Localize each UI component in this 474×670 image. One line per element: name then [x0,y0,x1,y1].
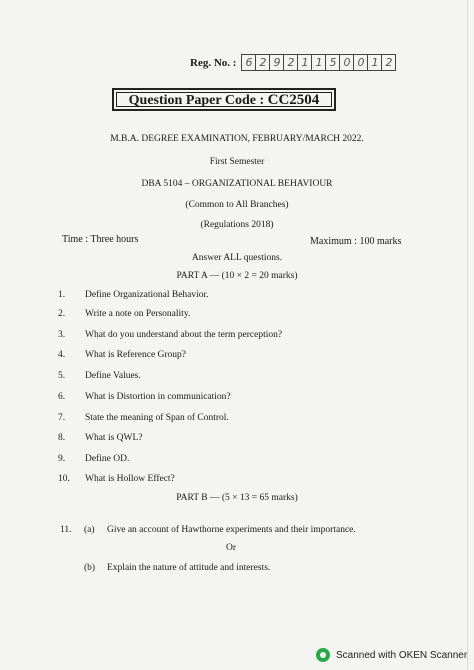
question-text: State the meaning of Span of Control. [85,413,229,423]
reg-digit-box: 1 [298,55,312,70]
instruction: Answer ALL questions. [191,253,283,263]
question-text: What is Hollow Effect? [85,474,175,484]
maximum-marks: Maximum : 100 marks [310,236,402,247]
reg-number [190,54,396,71]
question-number: 8. [58,433,66,443]
question-number: 4. [58,350,66,360]
scanner-text: Scanned with OKEN Scanner [336,649,468,661]
question-11b-text: Explain the nature of attitude and interests. [107,563,271,573]
time-allowed: Time : Three hours [62,234,139,245]
question-text: Write a note on Personality. [85,309,191,319]
exam-title: M.B.A. DEGREE EXAMINATION, FEBRUARY/MARCH 2022. [110,134,364,144]
question-text: What is Reference Group? [85,350,187,360]
reg-boxes [241,54,396,71]
question-number: 2. [58,309,66,319]
question-text: Define OD. [85,454,130,464]
question-text: Define Organizational Behavior. [85,290,209,300]
question-text: Define Values. [85,371,141,381]
question-11b-label: (b) [84,563,96,573]
reg-digit-box: 5 [326,55,340,70]
branches: (Common to All Branches) [185,200,289,210]
question-number: 1. [58,290,66,300]
scanner-logo-icon [316,648,330,662]
regulations: (Regulations 2018) [200,220,274,230]
question-number: 3. [58,330,66,340]
part-b-title: PART B — (5 × 13 = 65 marks) [176,493,298,503]
semester: First Semester [209,157,265,167]
question-11a-label: (a) [84,525,95,535]
reg-digit-box: 1 [312,55,326,70]
question-number: 6. [58,392,66,402]
question-text: What is Distortion in communication? [85,392,231,402]
question-number: 5. [58,371,66,381]
paper-code: CC2504 [267,92,320,108]
or-separator: Or [226,543,237,553]
reg-digit-box: 2 [385,56,393,69]
question-text: What do you understand about the term perception? [85,330,283,340]
reg-digit-box: 0 [354,55,368,70]
reg-digit-box: 6 [242,55,256,70]
question-number: 9. [58,454,66,464]
reg-digit-box: 0 [340,55,354,70]
reg-label: Reg. No. : [190,56,237,69]
reg-digit-box: 1 [368,55,382,70]
question-11-number: 11. [60,525,72,535]
part-a-title: PART A — (10 × 2 = 20 marks) [176,271,298,281]
question-paper-code-box [112,88,336,111]
question-number: 10. [58,474,70,484]
reg-digit-box: 9 [270,55,284,70]
reg-digit-box: 2 [284,55,298,70]
question-text: What is QWL? [85,433,143,443]
scanner-watermark [316,648,467,662]
question-number: 7. [58,413,66,423]
paper-code-label: Question Paper Code : [128,93,265,108]
page-edge [467,0,468,670]
subject: DBA 5104 – ORGANIZATIONAL BEHAVIOUR [141,179,333,189]
question-11a-text: Give an account of Hawthorne experiments and their importance. [107,525,356,535]
reg-digit-box: 2 [256,55,270,70]
